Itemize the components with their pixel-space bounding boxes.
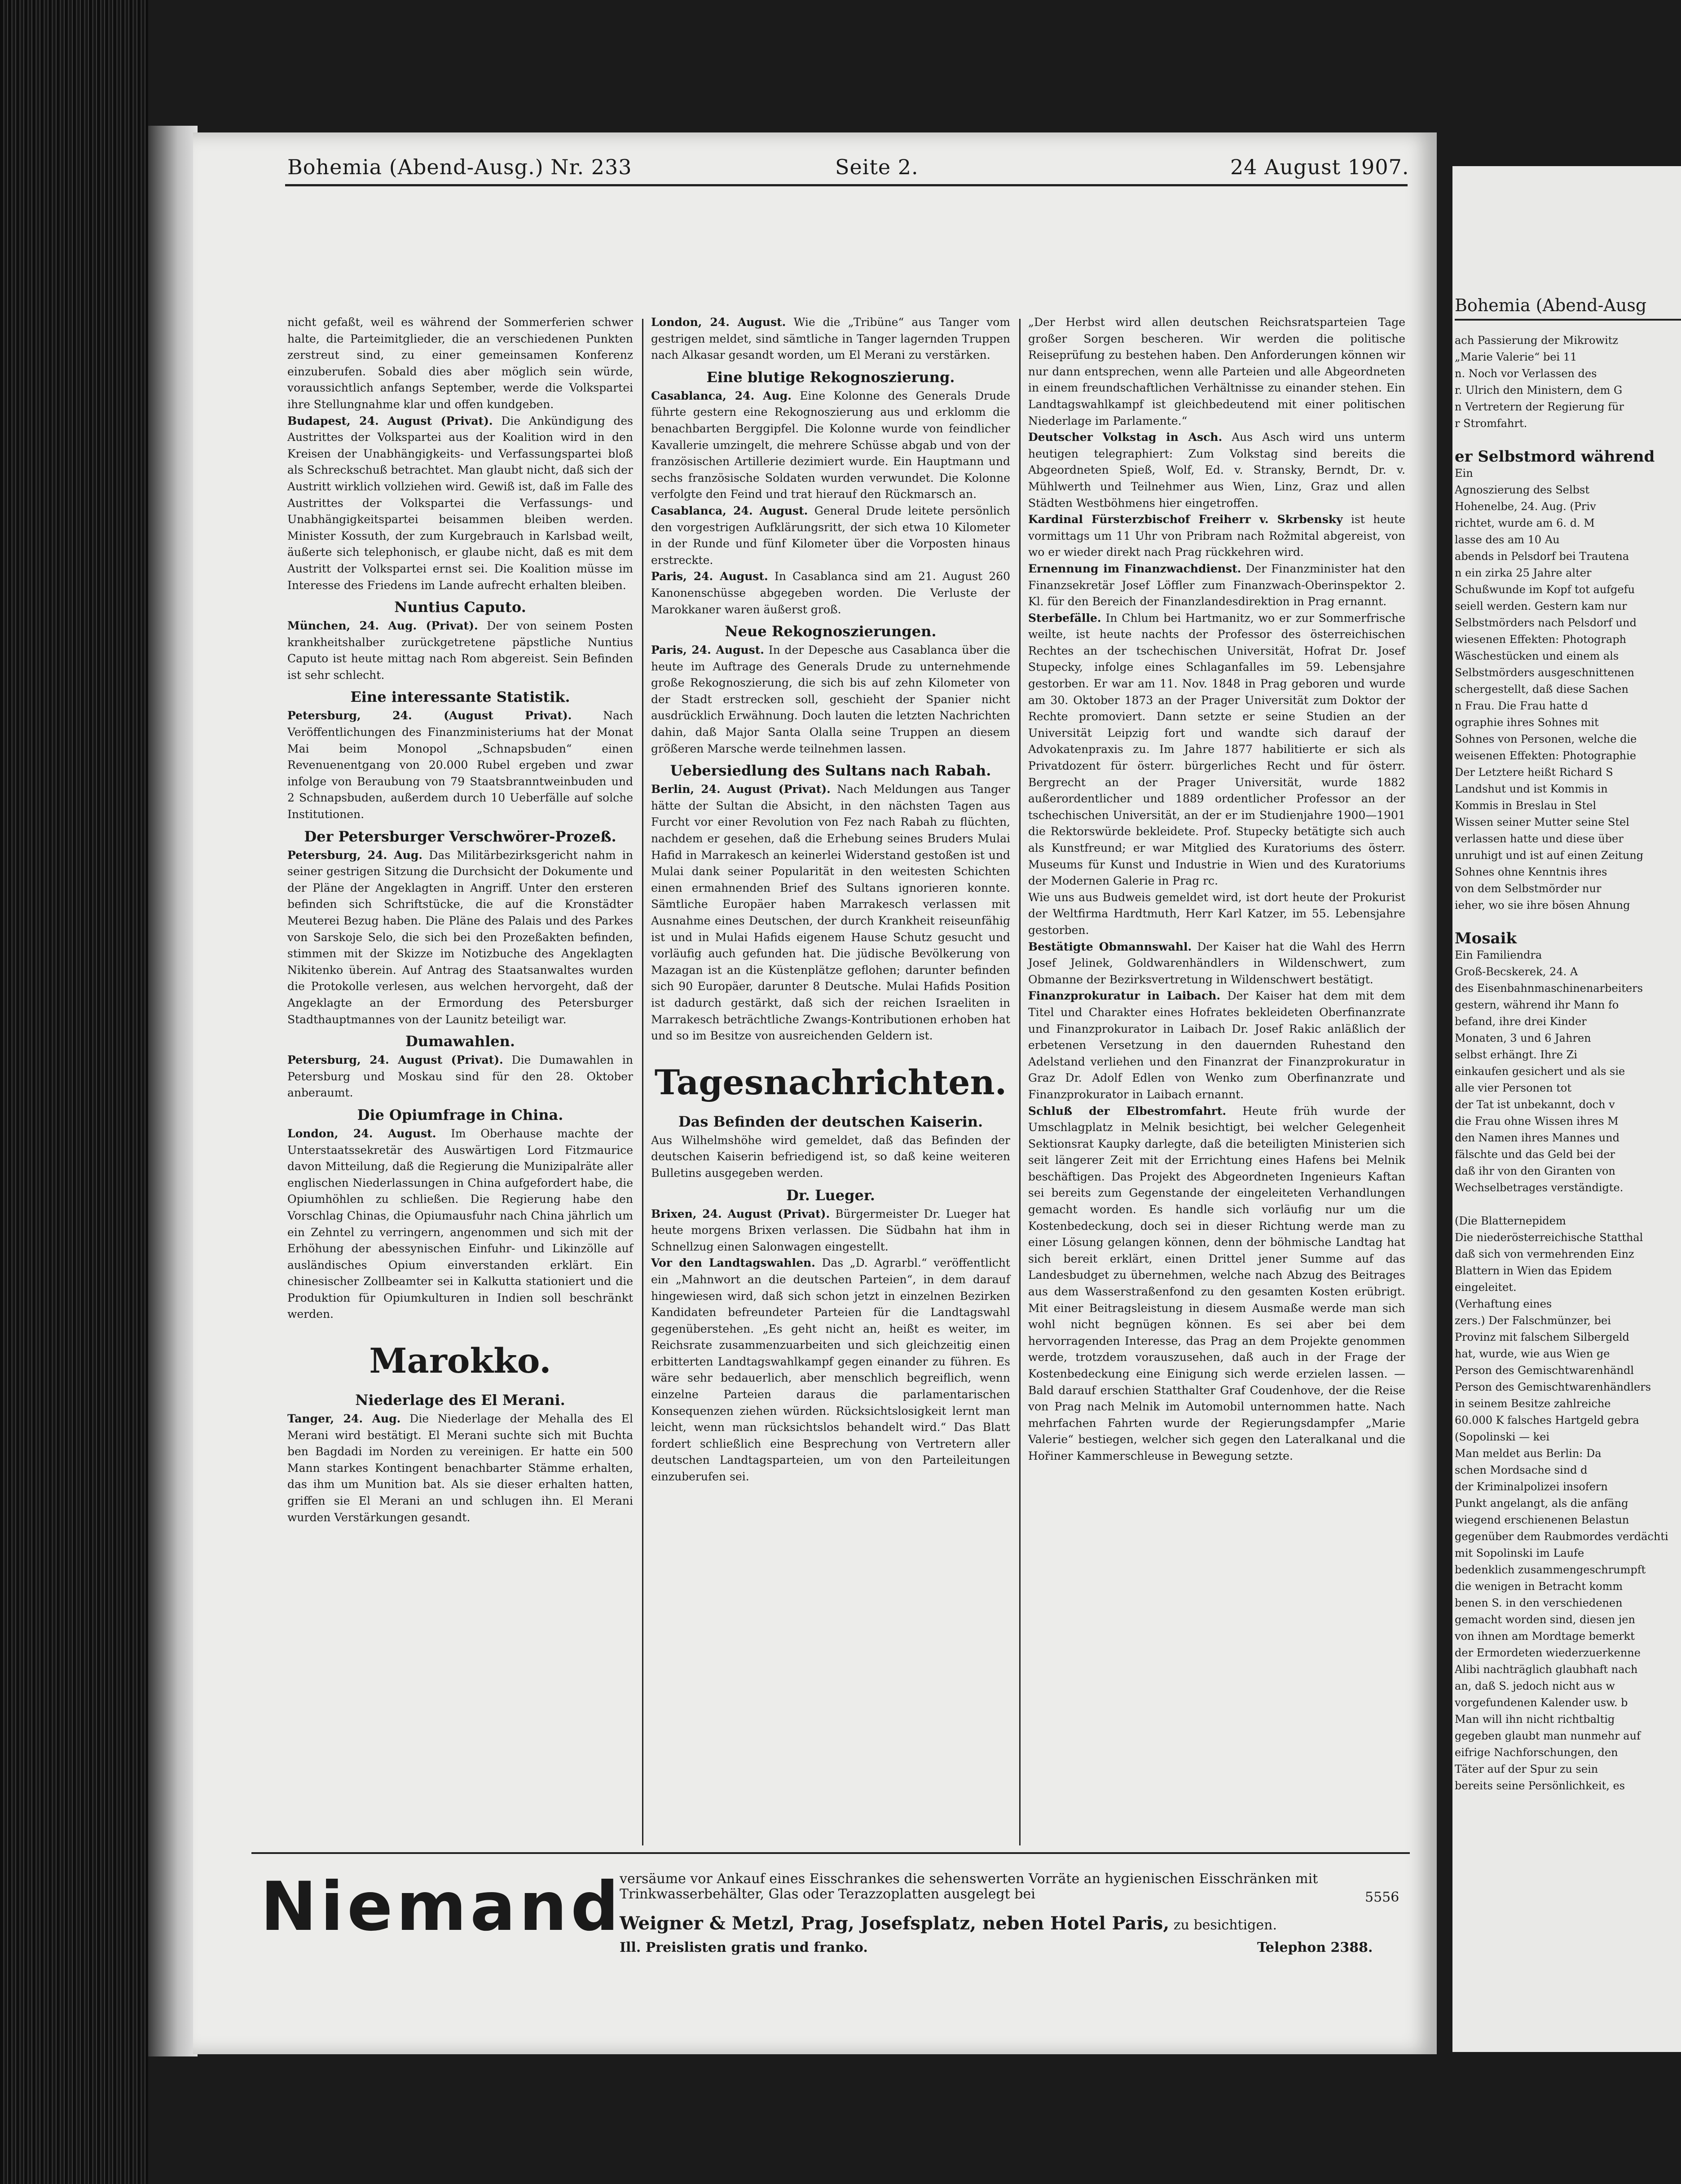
column-2 xyxy=(651,314,1010,1485)
next-page-line: daß sich von vermehrenden Einz xyxy=(1455,1248,1634,1260)
next-page-line: Man meldet aus Berlin: Da xyxy=(1455,1447,1602,1460)
next-page-line: Man will ihn nicht richtbaltig xyxy=(1455,1713,1615,1726)
next-page-line: (Sopolinski — kei xyxy=(1455,1431,1550,1443)
article xyxy=(1028,561,1405,610)
article xyxy=(651,314,1010,364)
ad-rule xyxy=(251,1852,1410,1854)
headline-inline: Sterbefälle. xyxy=(1028,611,1101,625)
next-page-line: Monaten, 3 und 6 Jahren xyxy=(1455,1032,1591,1044)
next-page-line: die Frau ohne Wissen ihres M xyxy=(1455,1115,1619,1127)
next-page-line: gestern, während ihr Mann fo xyxy=(1455,999,1619,1011)
next-page-line: eingeleitet. xyxy=(1455,1281,1517,1294)
header-rule xyxy=(285,184,1408,186)
article xyxy=(287,1052,633,1101)
next-page-line: unruhigt und ist auf einen Zeitung xyxy=(1455,849,1644,862)
headline: Eine blutige Rekognoszierung. xyxy=(706,368,955,386)
next-page-line: gemacht worden sind, diesen jen xyxy=(1455,1613,1635,1626)
article xyxy=(651,568,1010,618)
article xyxy=(1028,1103,1405,1465)
article-text: In Casablanca sind am 21. August 260 Kanonenschüsse abgegeben worden. Die Verluste der Marokkaner waren äußerst groß. xyxy=(651,570,1010,616)
article xyxy=(1028,610,1405,889)
next-page-line: eifrige Nachforschungen, den xyxy=(1455,1746,1618,1759)
ad-pricelist: Ill. Preislisten gratis und franko. xyxy=(620,1940,868,1955)
next-page-line: den Namen ihres Mannes und xyxy=(1455,1132,1619,1144)
next-page-line: (Verhaftung eines xyxy=(1455,1298,1552,1310)
next-page-line: er Selbstmord während xyxy=(1455,448,1655,466)
next-page-line: Die niederösterreichische Statthal xyxy=(1455,1231,1643,1244)
next-page-masthead: Bohemia (Abend-Ausg xyxy=(1455,295,1647,315)
next-page-line: Sohnes ohne Kenntnis ihres xyxy=(1455,866,1607,878)
next-page-line: daß ihr von den Giranten von xyxy=(1455,1165,1615,1177)
next-page-line: Ein Familiendra xyxy=(1455,949,1542,961)
article-text: Aus Asch wird uns unterm heutigen telegraphiert: Zum Volkstag sind bereits die Abgeordneten Spieß, Wolf, Ed. v. Stransky, Berndt, Dr. v. Mühlwerth und Teilnehmer aus Wien, Linz, Graz und allen Städten Westböhmens hier eingetroffen. xyxy=(1028,431,1406,510)
article-text: Der Kaiser hat dem mit dem Titel und Charakter eines Hofrates bekleideten Oberfinanzrate und Finanzprokurator in Laibach Dr. Josef Rakic anläßlich der erbetenen Versetzung in den dauernden Ruhestand den Adelstand verliehen und den Finanzrat der Finanzprokuratur in Graz Dr. Adolf Edlen von Wenko zum Oberfinanzrate und Finanzprokurator in Laibach ernannt. xyxy=(1028,989,1405,1101)
article xyxy=(651,1206,1010,1255)
article-text: General Drude leitete persönlich den vorgestrigen Aufklärungsritt, der sich etwa 10 Kilometer in der Runde und fünf Kilometer über die Vorposten hinaus erstreckte. xyxy=(651,504,1010,567)
next-page-line: Agnoszierung des Selbst xyxy=(1455,484,1589,496)
article-text: Im Oberhause machte der Unterstaatssekretär des Auswärtigen Lord Fitzmaurice davon Mitteilung, daß die Regierung die Munizipalräte aller englischen Niederlassungen in China aufgefordert habe, die Opiumhöhlen zu schließen. Die Regierung habe den Vorschlag Chinas, die Opiumausfuhr nach China jährlich um ein Zehntel zu verringern, angenommen und sich mit der Erhöhung der abessynischen Einfuhr- und Likinzölle auf ausländisches Opium einverstanden erklärt. Ein chinesischer Zollbeamter sei in Kalkutta stationiert und die Produktion für Opiumkulturen in Indien soll beschränkt werden. xyxy=(287,1127,634,1321)
next-page-line: lasse des am 10 Au xyxy=(1455,533,1560,546)
next-page-line: Schußwunde im Kopf tot aufgefu xyxy=(1455,583,1635,596)
article xyxy=(1028,511,1405,561)
next-page-line: bedenklich zusammengeschrumpft xyxy=(1455,1563,1646,1576)
headline: Eine interessante Statistik. xyxy=(350,688,570,706)
next-page-line: selbst erhängt. Ihre Zi xyxy=(1455,1048,1577,1061)
next-page-line xyxy=(1455,1196,1679,1213)
article-text: Eine Kolonne des Generals Drude führte gestern eine Rekognoszierung aus und erklomm die benachbarten Berggipfel. Die Kolonne wurde von feindlicher Kavallerie umzingelt, die mehrere Schüsse abgab und von der französischen Artillerie dezimiert wurde. Ein Hauptmann und sechs französische Soldaten wurden verwundet. Die Kolonne verfolgte den Feind und trat hierauf den Rückmarsch an. xyxy=(651,389,1010,501)
next-page-line: Groß-Becskerek, 24. A xyxy=(1455,965,1578,978)
article-text: Die Ankündigung des Austrittes der Volkspartei aus der Koalition wird in den Kreisen der Unabhängigkeits- und Verfassungspartei bloß als Schreckschuß betrachtet. Man glaubt nicht, daß sich der Austritt wirklich vollziehen wird. Gewiß ist, daß im Falle des Austrittes der Volkspartei die Verfassungs- und Unabhängigkeitspartei beisammen bleiben werden. Minister Kossuth, der zum Kurgebrauch in Karlsbad weilt, äußerte sich telephonisch, er glaube nicht, daß es mit dem Austritt der Volkspartei ernst sei. Die Koalition müsse im Interesse des Friedens im Lande aufrecht erhalten bleiben. xyxy=(287,414,633,592)
article-text: ist heute vormittags um 11 Uhr von Pribram nach Rožmital abgereist, von wo er wieder direkt nach Prag rückkehren wird. xyxy=(1028,513,1405,559)
article xyxy=(651,1255,1010,1485)
next-page-line: bereits seine Persönlichkeit, es xyxy=(1455,1779,1625,1792)
headline: Nuntius Caputo. xyxy=(394,599,526,616)
next-page-line: wiegend erschienenen Belastun xyxy=(1455,1514,1629,1526)
section-title: Marokko. xyxy=(369,1341,551,1381)
article xyxy=(287,708,633,823)
article-text: Die Niederlage der Mehalla des El Merani wird bestätigt. El Merani suchte sich mit Buchta ben Bagdadi im Norden zu vereinigen. Er hatte ein 500 Mann starkes Kontingent benachbarter Stämme erhalten, das ihm um Munition bat. Als sie dieser erhalten hatten, griffen sie El Merani an und schlugen ihn. El Merani wurden Verstärkungen gesandt. xyxy=(287,1412,633,1524)
next-page-line: Person des Gemischtwarenhändlers xyxy=(1455,1381,1651,1393)
next-page-line: wiesenen Effekten: Photograph xyxy=(1455,633,1627,646)
ad-brand: Niemand xyxy=(260,1868,623,1946)
next-page-line: Mosaik xyxy=(1455,929,1517,947)
article-text: In Chlum bei Hartmanitz, wo er zur Sommerfrische weilte, ist heute nachts der Professor des österreichischen Rechtes an der tschechischen Universität, Hofrat Dr. Josef Stupecky, infolge eines Schlaganfalles im 59. Lebensjahre gestorben. Er war am 11. Nov. 1848 in Prag geboren und wurde am 30. Oktober 1873 an der Prager Universität zum Doktor der Rechte promoviert. Dann setzte er seine Studien an der Universität Leipzig fort und wandte sich darauf der Advokatenpraxis zu. Im Jahre 1877 habilitierte er sich als Privatdozent für österr. bürgerliches Recht und für österr. Bergrecht an der Prager Universität, wurde 1882 außerordentlicher und 1889 ordentlicher Professor an der tschechischen Universität, an der er im Studienjahre 1900—1901 die Rektorswürde bekleidete. Prof. Stupecky betätigte sich auch als Kunstfreund; er war Mitglied des Kuratoriums des österr. Museums für Kunst und Industrie in Wien und des Kuratoriums der Modernen Galerie in Prag rc. xyxy=(1028,611,1406,888)
headline: Neue Rekognoszierungen. xyxy=(725,623,937,640)
page-gutter xyxy=(148,126,198,2056)
headline-inline: Ernennung im Finanzwachdienst. xyxy=(1028,562,1241,575)
dateline: Berlin, 24. August (Privat). xyxy=(651,783,831,796)
ad-text: versäume vor Ankauf eines Eisschrankes die sehenswerten Vorräte an hygienischen Eisschränken mit Trinkwasserbehälter, Glas oder Terazzoplatten ausgelegt bei xyxy=(620,1871,1318,1902)
article-text: Das „D. Agrarbl.“ veröffentlicht ein „Mahnwort an die deutschen Parteien“, in dem darauf hingewiesen wird, daß sich schon jetzt in einzelnen Bezirken Kandidaten befreundeter Parteien für die Landtagswahl gegenüberstehen. „Es geht nicht an, heißt es weiter, im Reichsrate zusammenzuarbeiten und sich gleichzeitig einen erbitterten Landtagswahlkampf gegen einander zu führen. Es wäre sehr bedauerlich, aber menschlich begreiflich, wenn einzelne Parteien daraus die parlamentarischen Konsequenzen ziehen würden. Rücksichtslosigkeit lernt man leicht, wenn man rücksichtslos behandelt wird.“ Das Blatt fordert schließlich eine Besprechung von Vertretern aller deutschen Landtagsparteien, um von den Parteileitungen einzuberufen sei. xyxy=(651,1256,1010,1484)
dateline: München, 24. Aug. (Privat). xyxy=(287,619,478,633)
dateline: Budapest, 24. August (Privat). xyxy=(287,414,493,427)
next-page-line: n Frau. Die Frau hatte d xyxy=(1455,700,1588,712)
article-text: Die Dumawahlen in Petersburg und Moskau sind für den 28. Oktober anberaumt. xyxy=(287,1053,633,1100)
next-page-line: benen S. in den verschiedenen xyxy=(1455,1597,1623,1609)
next-page-line: gegenüber dem Raubmordes verdächti xyxy=(1455,1530,1668,1543)
headline-inline: Deutscher Volkstag in Asch. xyxy=(1028,431,1223,444)
advertisement xyxy=(251,1863,1410,1998)
article-text: Nach Veröffentlichungen des Finanzministeriums hat der Monat Mai beim Monopol „Schnapsbuden“ einen Revenuenentgang von 20.000 Rubel ergeben und zwar infolge von Beraubung von 79 Staatsbranntweinbuden und 2 Schnapsbuden, außerdem durch 10 Ueberfälle auf solche Institutionen. xyxy=(287,709,633,821)
ad-firm-suffix: zu besichtigen. xyxy=(1173,1917,1277,1933)
next-page-line: n. Noch vor Verlassen des xyxy=(1455,367,1597,380)
article-text: Heute früh wurde der Umschlagplatz in Melnik besichtigt, bei welcher Gelegenheit Sektionsrat Kaupky darlegte, daß die beteiligten Ministerien sich seit längerer Zeit mit der Errichtung eines Hafens bei Melnik beschäftigen. Das Projekt des Abgeordneten Ingenieurs Kaftan sei bereits zum Gegenstande der eingeleiteten Verhandlungen gemacht worden. Es handle sich vorläufig nur um die Kostenbedeckung, doch sei in dieser Richtung werde man zu einer Lösung gelangen können, denn der böhmische Landtag hat sich bereit erklärt, einen Drittel jener Summe auf das Landesbudget zu übernehmen, welche nach Abzug des Beitrages aus dem Wasserstraßenfond zu den gesamten Kosten erübrigt. Mit einer Beitragsleistung in diesem Ausmaße werde man sich wohl nicht begnügen können. Es sei aber bei dem hervorragenden Interesse, das Prag an dem Projekte genommen werde, trotzdem vorauszusehen, daß auch in der Frage der Kostenbedeckung eine Einigung sich werde erzielen lassen. — Bald darauf erschien Statthalter Graf Coudenhove, der die Reise von Prag nach Melnik im Automobil unternommen hatte. Nach mehrfachen Fahrten wurde der Regierungsdampfer „Marie Valerie“ bestiegen, welcher sich gegen den Lateralkanal und die Hořiner Kammerschleuse in Bewegung setzte. xyxy=(1028,1104,1406,1462)
column-3 xyxy=(1028,314,1405,1465)
next-page-line: schergestellt, daß diese Sachen xyxy=(1455,683,1628,696)
next-page-line: Selbstmörders ausgeschnittenen xyxy=(1455,666,1634,679)
ad-phone: Telephon 2388. xyxy=(1257,1940,1373,1955)
next-page-line: gegeben glaubt man nunmehr auf xyxy=(1455,1730,1641,1742)
next-page-line: in seinem Besitze zahlreiche xyxy=(1455,1397,1611,1410)
article-text: Nach Meldungen aus Tanger hätte der Sultan die Absicht, in den nächsten Tagen aus Furcht vor einer Revolution von Fez nach Rabah zu flüchten, nachdem er gesehen, daß die Erhebung seines Bruders Mulai Hafid in Marrakesch an keinerlei Widerstand gestoßen ist und Mulai dank seiner Popularität in den weitesten Schichten einen ermahnenden Brief des Sultans ignorieren konnte. Sämtliche Europäer haben Marrakesch verlassen mit Ausnahme eines Deutschen, der durch Krankheit reiseunfähig ist und in Mulai Hafids eigenem Hause Schutz gesucht und vorläufig auch gefunden hat. Die jüdische Bevölkerung von Mazagan ist an die Küstenplätze geflohen; darunter befinden sich 90 Europäer, darunter 8 Deutsche. Mulai Hafids Position ist dadurch gestärkt, daß sich der reichen Israeliten in Marrakesch beträchtliche Zwangs-Kontributionen erhoben hat und so im Besitze von ausreichenden Geldern ist. xyxy=(651,783,1011,1043)
masthead: Bohemia (Abend-Ausg.) Nr. 233 xyxy=(287,155,632,179)
next-page-line: richtet, wurde am 6. d. M xyxy=(1455,517,1595,529)
column-rule-2 xyxy=(1019,319,1021,1845)
issue-date: 24 August 1907. xyxy=(1230,155,1409,179)
next-page-line: zers.) Der Falschmünzer, bei xyxy=(1455,1314,1611,1327)
dateline: Petersburg, 24. Aug. xyxy=(287,848,423,862)
next-page-rule xyxy=(1455,319,1681,321)
next-page-line: Sohnes von Personen, welche die xyxy=(1455,733,1637,745)
next-page-line: fälschte und das Geld bei der xyxy=(1455,1148,1615,1161)
article-text: Der von seinem Posten krankheitshalber zurückgetretene päpstliche Nuntius Caputo ist heute mittag nach Rom abgereist. Sein Befinden ist sehr schlecht. xyxy=(287,619,633,682)
next-page-line: einkaufen gesichert und als sie xyxy=(1455,1065,1625,1078)
next-page-line: ach Passierung der Mikrowitz xyxy=(1455,334,1618,347)
headline: Dumawahlen. xyxy=(405,1033,515,1050)
dateline: Casablanca, 24. August. xyxy=(651,504,808,517)
headline-inline: Bestätigte Obmannswahl. xyxy=(1028,940,1192,953)
article-text: Der Finanzminister hat den Finanzsekretär Josef Löffler zum Finanzwach-Oberinspektor 2. Kl. für den Bereich der Finanzlandesdirektion in Prag ernannt. xyxy=(1028,562,1405,608)
dateline: London, 24. August. xyxy=(287,1127,436,1140)
dateline: Casablanca, 24. Aug. xyxy=(651,389,792,402)
next-page-line: vorgefundenen Kalender usw. b xyxy=(1455,1696,1628,1709)
headline: Niederlage des El Merani. xyxy=(355,1391,565,1409)
next-page-line: Kommis in Breslau in Stel xyxy=(1455,799,1597,812)
section-title: Tagesnachrichten. xyxy=(654,1062,1007,1102)
article xyxy=(287,1126,633,1323)
next-page-line: abends in Pelsdorf bei Trautena xyxy=(1455,550,1629,563)
article xyxy=(287,847,633,1028)
ad-firm-line xyxy=(620,1913,1277,1934)
headline: Uebersiedlung des Sultans nach Rabah. xyxy=(670,762,991,779)
article xyxy=(1028,939,1405,988)
article xyxy=(287,1411,633,1526)
headline-inline: Kardinal Fürsterzbischof Freiherr v. Skrbensky xyxy=(1028,513,1343,526)
next-page-line: r. Ulrich den Ministern, dem G xyxy=(1455,384,1623,396)
next-page-line: befand, ihre drei Kinder xyxy=(1455,1015,1587,1028)
next-page-line: Punkt angelangt, als die anfäng xyxy=(1455,1497,1628,1510)
article-text: „Der Herbst wird allen deutschen Reichsratsparteien Tage großer Sorgen bescheren. Wir werden die politische Reiseprüfung zu bestehen haben. Den Anforderungen können wir nur dann entsprechen, wenn alle Parteien und alle Abgeordneten in einem freundschaftlichen Verhältnisse zu einander stehen. Ein Landtagswahlkampf ist gleichbedeutend mit einer politischen Niederlage im Parlamente.“ xyxy=(1028,316,1405,427)
dateline: Brixen, 24. August (Privat). xyxy=(651,1207,830,1220)
next-page-line: hat, wurde, wie aus Wien ge xyxy=(1455,1347,1610,1360)
article xyxy=(651,781,1010,1044)
article xyxy=(651,642,1010,757)
article-text: Bürgermeister Dr. Lueger hat heute morgens Brixen verlassen. Die Südbahn hat ihm in Schnellzug einen Salonwagen eingestellt. xyxy=(651,1207,1010,1253)
headline-inline: Schluß der Elbestromfahrt. xyxy=(1028,1104,1227,1118)
next-page-line: weisenen Effekten: Photographie xyxy=(1455,749,1637,762)
headline: Dr. Lueger. xyxy=(786,1186,875,1204)
article xyxy=(287,618,633,683)
article xyxy=(1028,429,1405,511)
next-page-line: Provinz mit falschem Silbergeld xyxy=(1455,1331,1629,1343)
next-page-line: des Eisenbahnmaschinenarbeiters xyxy=(1455,982,1643,995)
next-page-line: an, daß S. jedoch nicht aus w xyxy=(1455,1680,1615,1692)
next-page-line: Person des Gemischtwarenhändl xyxy=(1455,1364,1634,1377)
next-page-line: Wissen seiner Mutter seine Stel xyxy=(1455,816,1629,828)
next-page-line: Landshut und ist Kommis in xyxy=(1455,783,1608,795)
next-page-line: Wäschestücken und einem als xyxy=(1455,650,1619,662)
next-page-line: r Stromfahrt. xyxy=(1455,417,1527,430)
headline: Das Befinden der deutschen Kaiserin. xyxy=(678,1113,983,1130)
next-page-line: 60.000 K falsches Hartgeld gebra xyxy=(1455,1414,1639,1427)
article xyxy=(287,413,633,594)
next-page-line: n ein zirka 25 Jahre alter xyxy=(1455,567,1592,579)
article-text: Der Kaiser hat die Wahl des Herrn Josef Jelinek, Goldwarenhändlers in Wildenschwert, zum Obmanne der Bezirksvertretung in Wildenschwert bestätigt. xyxy=(1028,940,1405,986)
dateline: Paris, 24. August. xyxy=(651,643,764,657)
next-page-line: seiell werden. Gestern kam nur xyxy=(1455,600,1627,612)
next-page-line: Der Letztere heißt Richard S xyxy=(1455,766,1613,779)
next-page-line: alle vier Personen tot xyxy=(1455,1082,1572,1094)
next-page-line: die wenigen in Betracht komm xyxy=(1455,1580,1623,1593)
page-number: Seite 2. xyxy=(835,155,919,179)
dateline: Petersburg, 24. (August Privat). xyxy=(287,709,572,722)
next-page-line: der Tat ist unbekannt, doch v xyxy=(1455,1098,1615,1111)
next-page-line: Ein xyxy=(1455,467,1473,480)
headline: Der Petersburger Verschwörer-Prozeß. xyxy=(304,828,616,845)
next-page-line: der Kriminalpolizei insofern xyxy=(1455,1480,1608,1493)
headline: Die Opiumfrage in China. xyxy=(357,1106,563,1123)
book-edge xyxy=(0,0,148,2184)
next-page-line: schen Mordsache sind d xyxy=(1455,1464,1588,1476)
next-page-line: n Vertretern der Regierung für xyxy=(1455,401,1624,413)
article xyxy=(1028,988,1405,1103)
next-page-line: Alibi nachträglich glaubhaft nach xyxy=(1455,1663,1638,1676)
next-page-line: Täter auf der Spur zu sein xyxy=(1455,1763,1598,1775)
next-page-line: Blattern in Wien das Epidem xyxy=(1455,1264,1612,1277)
next-page-line: von ihnen am Mordtage bemerkt xyxy=(1455,1630,1635,1642)
next-page-line: der Ermordeten wiederzuerkenne xyxy=(1455,1647,1641,1659)
next-page-line: ieher, wo sie ihre bösen Ahnung xyxy=(1455,899,1630,911)
column-rule-1 xyxy=(642,319,643,1845)
column-1 xyxy=(287,314,633,1526)
article xyxy=(651,503,1010,568)
dateline: London, 24. August. xyxy=(651,316,786,329)
dateline: Paris, 24. August. xyxy=(651,570,768,583)
next-page-line: „Marie Valerie“ bei 11 xyxy=(1455,351,1577,363)
article-text: Wie uns aus Budweis gemeldet wird, ist dort heute der Prokurist der Weltfirma Hardtmuth, Herr Karl Katzer, im 55. Lebensjahre gestorben. xyxy=(1028,890,1405,937)
next-page-line xyxy=(1455,432,1679,449)
next-page-line: von dem Selbstmörder nur xyxy=(1455,882,1602,895)
next-page-line: Hohenelbe, 24. Aug. (Priv xyxy=(1455,500,1596,513)
article-text: In der Depesche aus Casablanca über die heute im Auftrage des Generals Drude zu unternehmende große Rekognoszierung, die sich bis auf zehn Kilometer von der Stadt erstrecken soll, geschieht der Spanier nicht ausdrücklich Erwähnung. Doch lauten die letzten Nachrichten dahin, daß Major Santa Olalla seine Truppen an diesem größeren Marsche werde teilnehmen lassen. xyxy=(651,643,1010,755)
next-page-line: Selbstmörders nach Pelsdorf und xyxy=(1455,616,1637,629)
next-page-column xyxy=(1455,332,1679,1794)
article-text: Wie die „Tribüne“ aus Tanger vom gestrigen meldet, sind sämtliche in Tanger lagernden Truppen nach Alkasar gesandt worden, um El Merani zu verstärken. xyxy=(651,316,1010,362)
headline-inline: Finanzprokuratur in Laibach. xyxy=(1028,989,1221,1003)
next-page-line: Wechselbetrages verständigte. xyxy=(1455,1181,1624,1194)
next-page-line: ographie ihres Sohnes mit xyxy=(1455,716,1599,729)
next-page-line: verlassen hatte und diese über xyxy=(1455,832,1624,845)
article-text: Das Militärbezirksgericht nahm in seiner gestrigen Sitzung die Durchsicht der Dokumente und der Pläne der Angeklagten in Angriff. Unter den ersteren befinden sich Schriftstücke, die auf die Kronstädter Meuterei Bezug haben. Die Pläne des Palais und des Parkes von Sarskoje Selo, die sich bei den Prozeßakten befinden, stimmen mit der Skizze im Notizbuche des Angeklagten Nikitenko überein. Auf Antrag des Staatsanwaltes wurden die Protokolle verlesen, aus welchen hervorgeht, daß der Angeklagte an der Ermordung des Petersburger Stadthauptmannes von der Launitz beteiligt war. xyxy=(287,848,633,1026)
article-text: Aus Wilhelmshöhe wird gemeldet, daß das Befinden der deutschen Kaiserin befriedigend ist, so daß keine weiteren Bulletins ausgegeben werden. xyxy=(651,1133,1010,1180)
dateline: Tanger, 24. Aug. xyxy=(287,1412,401,1426)
next-page-line: mit Sopolinski im Laufe xyxy=(1455,1547,1584,1559)
ad-number: 5556 xyxy=(1365,1889,1399,1905)
headline-inline: Vor den Landtagswahlen. xyxy=(651,1256,815,1270)
dateline: Petersburg, 24. August (Privat). xyxy=(287,1053,503,1067)
next-page-line xyxy=(1455,914,1679,930)
article-text: nicht gefaßt, weil es während der Sommerferien schwer halte, die Parteimitglieder, die an verschiedenen Punkten zerstreut sind, zu einer gemeinsamen Konferenz einzuberufen. Sobald dies aber möglich sein würde, voraussichtlich anfangs September, werde die Volkspartei ihre Stellungnahme klar und offen kundgeben. xyxy=(287,316,633,411)
article xyxy=(651,388,1010,503)
next-page-line: (Die Blatternepidem xyxy=(1455,1215,1566,1227)
ad-firm: Weigner & Metzl, Prag, Josefsplatz, neben Hotel Paris, xyxy=(620,1913,1170,1934)
